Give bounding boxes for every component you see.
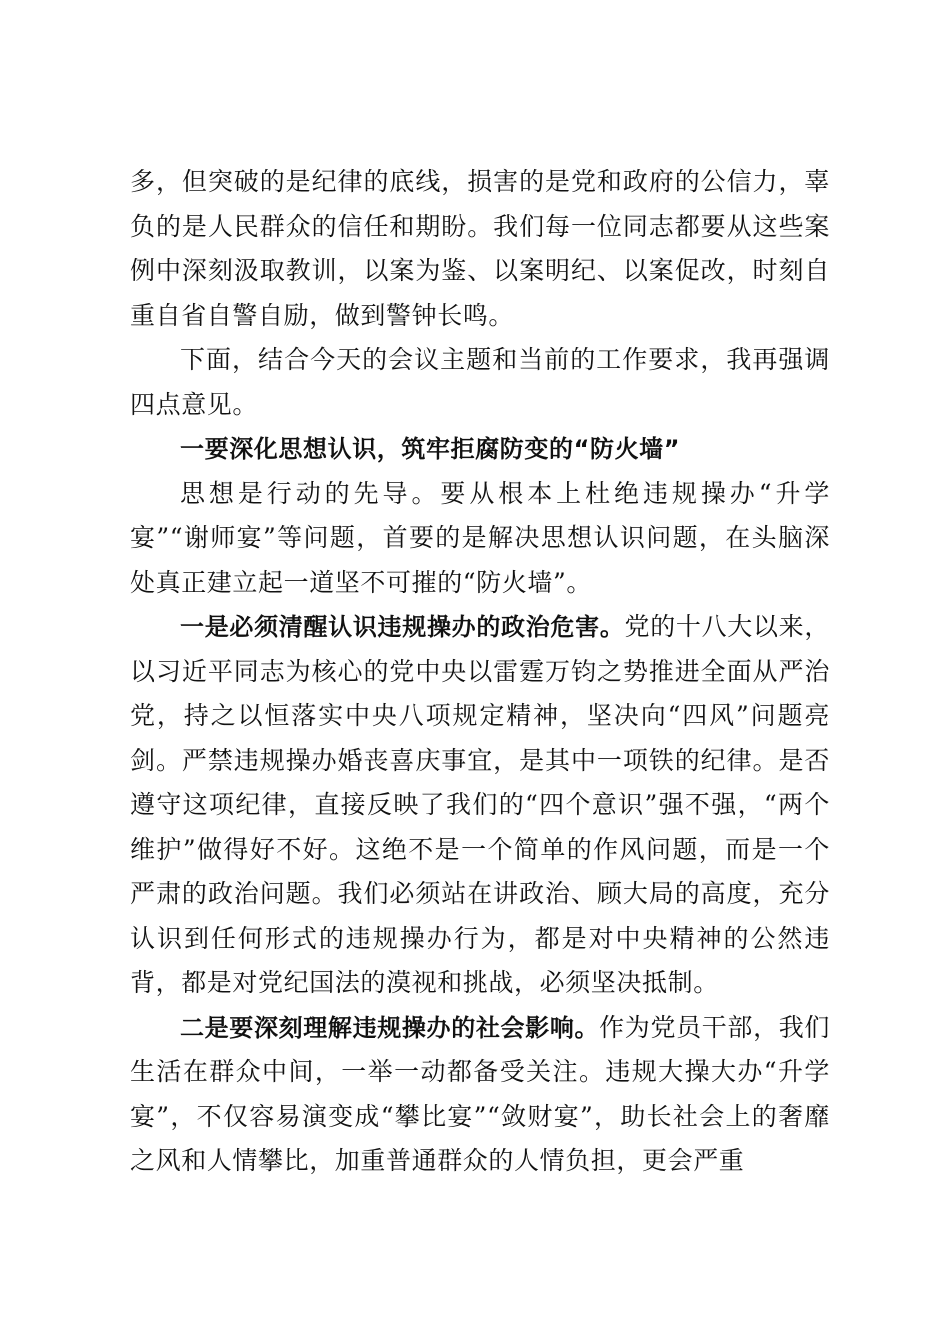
paragraph-section-intro [130,472,830,606]
paragraph-text: 多，但突破的是纪律的底线，损害的是党和政府的公信力，辜负的是人民群众的信任和期盼。我们每一位同志都要从这些案例中深刻汲取教训，以案为鉴、以案明纪、以案促改，时刻自重自省自警自励，做到警钟长鸣。 [130,167,830,330]
paragraph-text: 党的十八大以来，以习近平同志为核心的党中央以雷霆万钧之势推进全面从严治党，持之以恒落实中央八项规定精神，坚决向“四风”问题亮剑。严禁违规操办婚丧喜庆事宜，是其中一项铁的纪律。是否遵守这项纪律，直接反映了我们的“四个意识”强不强，“两个维护”做得好不好。这绝不是一个简单的作风问题，而是一个严肃的政治问题。我们必须站在讲政治、顾大局的高度，充分认识到任何形式的违规操办行为，都是对中央精神的公然违背，都是对党纪国法的漠视和挑战，必须坚决抵制。 [130,612,830,997]
paragraph-point-two [130,1006,830,1184]
paragraph-lead: 二是要深刻理解违规操办的社会影响。 [180,1013,600,1042]
document-body [130,160,830,1184]
paragraph-text: 思想是行动的先导。要从根本上杜绝违规操办“升学宴”“谢师宴”等问题，首要的是解决思想认识问题，在头脑深处真正建立起一道坚不可摧的“防火墙”。 [130,478,830,597]
paragraph-text: 作为党员干部，我们生活在群众中间，一举一动都备受关注。违规大操大办“升学宴”，不仅容易演变成“攀比宴”“敛财宴”，助长社会上的奢靡之风和人情攀比，加重普通群众的人情负担，更会严重 [130,1012,831,1175]
paragraph-point-one [130,605,830,1006]
paragraph-text: 下面，结合今天的会议主题和当前的工作要求，我再强调四点意见。 [130,345,830,419]
section-heading: 一要深化思想认识，筑牢拒腐防变的“防火墙” [180,435,681,463]
paragraph-lead: 一是必须清醒认识违规操办的政治危害。 [180,613,625,641]
paragraph-continuation [130,160,830,338]
paragraph-intro [130,338,830,427]
